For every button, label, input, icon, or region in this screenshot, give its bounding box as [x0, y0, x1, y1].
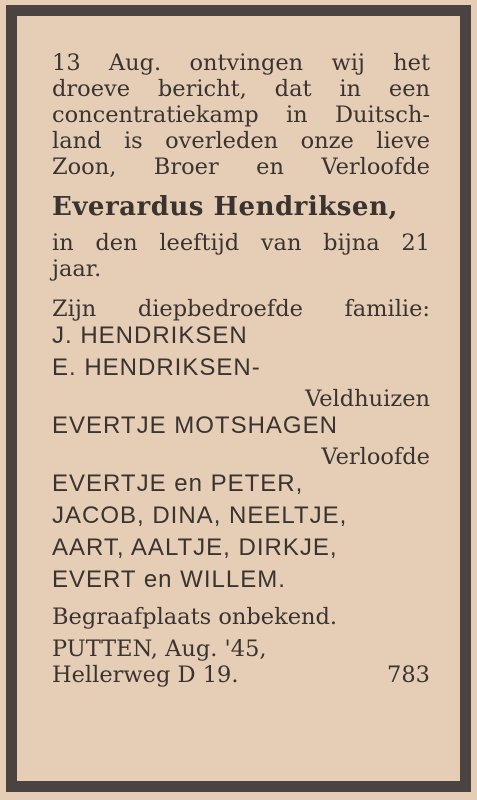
family-member: J. HENDRIKSEN [52, 322, 248, 349]
deceased-name: Everardus Hendriksen, [52, 192, 398, 222]
notice-text [52, 50, 430, 688]
cemetery-line: Begraafplaats onbekend. [52, 604, 338, 630]
age-line: in den leeftijd van bijna 21 [52, 230, 430, 256]
intro-line: 13 Aug. ontvingen wij het [52, 50, 430, 76]
age-line: jaar. [52, 256, 102, 282]
family-member: JACOB, DINA, NEELTJE, [52, 502, 348, 529]
family-member: AART, AALTJE, DIRKJE, [52, 534, 338, 561]
intro-line: Zoon, Broer en Verloofde [52, 154, 430, 180]
family-intro: Zijn diepbedroefde familie: [52, 296, 430, 322]
place-date-line: PUTTEN, Aug. '45, [52, 636, 267, 662]
address: Hellerweg D 19. [52, 662, 239, 688]
family-member: E. HENDRIKSEN- [52, 354, 261, 381]
footer-line [52, 662, 430, 688]
ad-number: 783 [387, 662, 430, 688]
family-member-note: Veldhuizen [305, 386, 430, 412]
family-member: EVERTJE en PETER, [52, 470, 304, 497]
family-member-note: Verloofde [321, 444, 430, 470]
intro-line: land is overleden onze lieve [52, 128, 430, 154]
intro-line: concentratiekamp in Duitsch- [52, 102, 430, 128]
intro-line: droeve bericht, dat in een [52, 76, 430, 102]
family-member: EVERTJE MOTSHAGEN [52, 412, 338, 439]
family-member: EVERT en WILLEM. [52, 566, 286, 593]
